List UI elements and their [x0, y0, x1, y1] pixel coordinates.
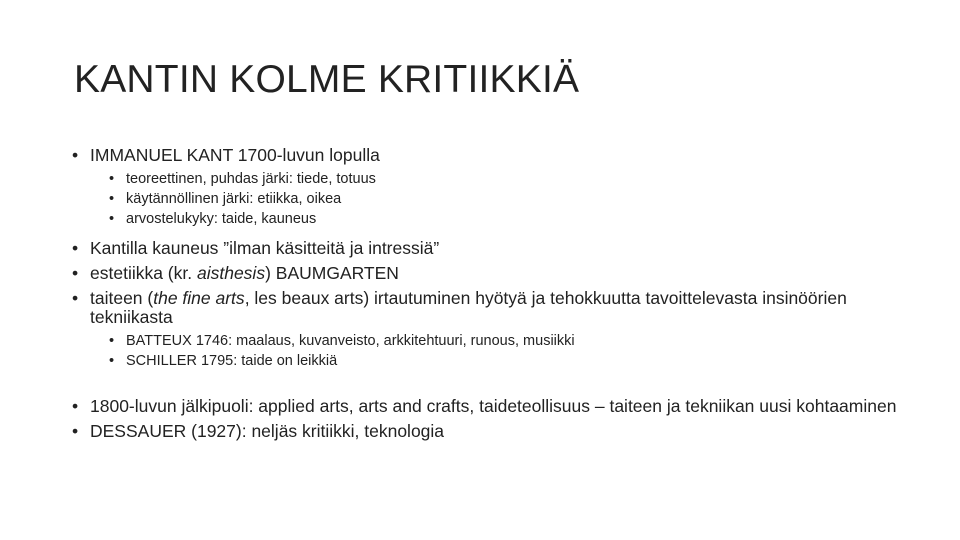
- subbullet-theoretical-reason: • teoreettinen, puhdas järki: tiede, totuus: [72, 169, 912, 189]
- aesthetics-italic: aisthesis: [196, 263, 266, 283]
- slide-body: [72, 146, 912, 441]
- aesthetics-prefix: estetiikka (kr.: [90, 263, 197, 283]
- bullet-1800s: • 1800-luvun jälkipuoli: applied arts, arts and crafts, taideteollisuus – taiteen ja tekniikan uusi kohtaaminen: [72, 397, 912, 416]
- subbullet-batteux: • BATTEUX 1746: maalaus, kuvanveisto, arkkitehtuuri, runous, musiikki: [72, 331, 912, 351]
- fine-arts-prefix: taiteen (: [90, 288, 154, 308]
- slide-title: KANTIN KOLME KRITIIKKIÄ: [74, 58, 580, 101]
- subbullet-judgment: • arvostelukyky: taide, kauneus: [72, 209, 912, 229]
- bullet-fine-arts: [72, 289, 912, 327]
- subbullet-practical-reason: • käytännöllinen järki: etiikka, oikea: [72, 189, 912, 209]
- bullet-beauty: • Kantilla kauneus ”ilman käsitteitä ja intressiä”: [72, 239, 912, 258]
- bullet-dessauer: • DESSAUER (1927): neljäs kritiikki, teknologia: [72, 422, 912, 441]
- aesthetics-suffix: ) BAUMGARTEN: [265, 263, 399, 283]
- bullet-kant: • IMMANUEL KANT 1700-luvun lopulla: [72, 146, 912, 165]
- fine-arts-italic: the fine arts: [153, 288, 245, 308]
- fine-arts-suffix: , les beaux arts) irtautuminen hyötyä ja tehokkuutta tavoittelevasta insinöörien tekniikasta: [90, 288, 847, 327]
- subbullet-schiller: • SCHILLER 1795: taide on leikkiä: [72, 351, 912, 371]
- bullet-aesthetics: [72, 264, 912, 283]
